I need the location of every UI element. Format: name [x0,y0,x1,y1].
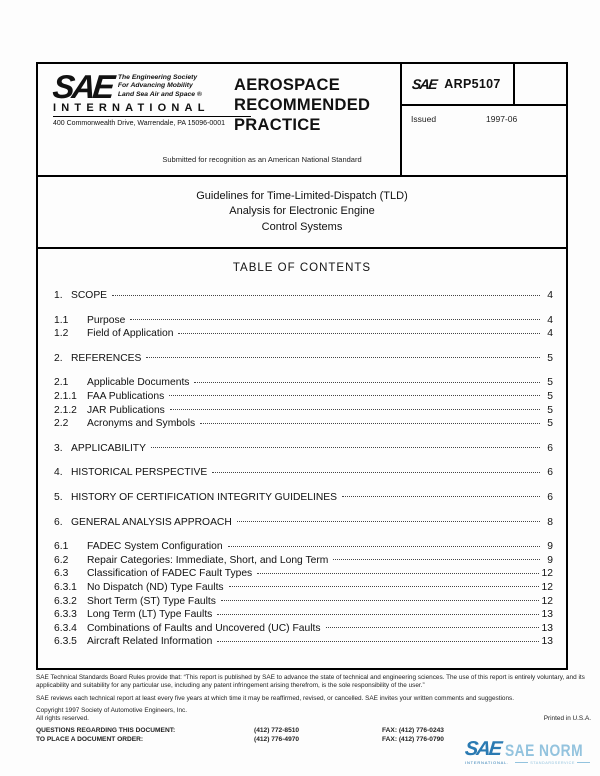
stamp-tagline-text: STANDARDSERVICE [530,760,575,765]
toc-entry-number: 5. [54,491,63,503]
toc-entry [54,289,553,303]
toc-entry-page: 8 [547,516,553,528]
toc-entry-title: FADEC System Configuration [87,541,223,553]
toc-entry-page: 5 [547,390,553,402]
toc-entry-page: 5 [547,418,553,430]
sae-norm-stamp [463,738,590,765]
toc-entry [54,417,553,431]
toc-entry-title: No Dispatch (ND) Type Faults [87,581,224,593]
stamp-norm-text: SAE NORM [505,741,584,760]
document-title [38,177,566,249]
toc-entry-page: 9 [547,541,553,553]
toc-entry-page: 12 [541,568,553,580]
international-label: INTERNATIONAL [53,102,251,117]
toc-entry [54,376,553,390]
toc-entry-number: 2.2 [54,418,69,430]
toc-entry-page: 6 [547,467,553,479]
toc-dot-leader [194,382,540,383]
toc-entry [54,390,553,404]
stamp-rule-right [577,762,590,763]
toc-entry-number: 2. [54,352,63,364]
toc-entry-page: 12 [541,595,553,607]
toc-dot-leader [169,395,540,396]
toc-entry-title: GENERAL ANALYSIS APPROACH [71,516,232,528]
toc-entry-page: 5 [547,377,553,389]
toc-entry-title: JAR Publications [87,404,165,416]
toc-entry [54,491,553,505]
toc-entry [54,540,553,554]
toc-entry-title: Purpose [87,314,126,326]
toc-entry-page: 13 [541,609,553,621]
toc-entry-number: 1.1 [54,314,69,326]
toc-entry [54,635,553,649]
toc-entry-number: 6.1 [54,541,69,553]
sae-mark-small: SAE [411,76,438,92]
toc-entry-number: 4. [54,467,63,479]
toc-entry-title: HISTORICAL PERSPECTIVE [71,467,208,479]
toc-heading: TABLE OF CONTENTS [232,262,372,274]
toc-entry-page: 5 [547,404,553,416]
toc-dot-leader [112,295,540,296]
toc-entry-title: FAA Publications [87,390,165,402]
toc-entry-number: 6.3.2 [54,595,77,607]
toc-entry [54,466,553,480]
stamp-bottom [465,760,590,765]
header-left-cell [38,64,400,175]
toc-entry-page: 5 [547,352,553,364]
copyright-line-1: Copyright 1997 Society of Automotive Engineers, Inc. [36,706,187,714]
toc-dot-leader [228,546,540,547]
toc-entry-number: 3. [54,442,63,454]
toc-entry-number: 1.2 [54,328,69,340]
doc-type-line: PRACTICE [234,116,321,135]
toc-entry-page: 13 [541,636,553,648]
document-header [38,64,566,177]
sae-logo-top [51,68,255,105]
toc-dot-leader [130,319,540,320]
toc-entry [54,567,553,581]
logo-tagline-line: For Advancing Mobility [117,82,193,90]
toc-entry-title: Classification of FADEC Fault Types [87,568,253,580]
toc-entry [54,554,553,568]
toc-entry-page: 4 [547,328,553,340]
toc-entry [54,314,553,328]
doc-type-line: AEROSPACE [234,76,340,94]
toc-entry-page: 6 [547,491,553,503]
toc-entry-page: 9 [547,554,553,566]
doc-number-cell [402,64,515,104]
toc-dot-leader [217,614,538,615]
toc-dot-leader [212,472,540,473]
submitted-note: Submitted for recognition as an American National Standard [162,155,362,164]
toc-entry-number: 2.1 [54,377,69,389]
contact-label: QUESTIONS REGARDING THIS DOCUMENT: [36,726,176,734]
toc-entry-title: Applicable Documents [87,377,190,389]
toc-entry [54,352,553,366]
contact-fax: FAX: (412) 776-0790 [382,735,444,743]
toc-entry-title: Aircraft Related Information [87,636,213,648]
doc-type-heading [234,75,370,135]
toc-entry [54,327,553,341]
toc-entry-title: SCOPE [71,290,108,301]
printed-note: Printed in U.S.A. [543,715,591,723]
logo-tagline-line: The Engineering Society [117,74,198,81]
document-title-line: Analysis for Electronic Engine [229,205,375,218]
toc-dot-leader [257,573,538,574]
contact-fax: FAX: (412) 776-0243 [382,726,444,734]
logo-tagline-line: Land Sea Air and Space ® [117,90,202,98]
toc-entry-title: Long Term (LT) Type Faults [87,609,213,621]
contact-row [36,727,593,736]
document-footer [36,674,593,744]
document-border [36,62,568,670]
doc-number-row [402,64,566,106]
stamp-sae-logo: SAE [463,738,502,760]
toc-entry-page: 12 [541,581,553,593]
toc-dot-leader [217,641,538,642]
toc-dot-leader [342,496,540,497]
toc-entry [54,442,553,456]
address-line: 400 Commonwealth Drive, Warrendale, PA 15096-0001 [53,119,225,127]
doc-number-box [400,64,566,175]
stamp-top [463,738,590,760]
toc-entry-title: APPLICABILITY [71,442,146,454]
issued-row [402,106,566,175]
toc-entry-title: Repair Categories: Immediate, Short, and Long Term [87,554,329,566]
sae-logo-mark: SAE [51,68,114,105]
toc-entry [54,404,553,418]
doc-number-empty-cell [515,64,566,104]
toc-entry [54,516,553,530]
toc-dot-leader [200,423,540,424]
toc-dot-leader [170,409,540,410]
document-title-line: Control Systems [261,220,343,233]
toc-entry [54,608,553,622]
toc-entry-title: Combinations of Faults and Uncovered (UC) Faults [87,622,321,634]
copyright-line-2: All rights reserved. [36,715,89,723]
toc-dot-leader [146,357,540,358]
toc-entry-number: 2.1.1 [54,390,77,402]
sae-logo [51,68,255,127]
toc-entry-title: Acronyms and Symbols [87,418,196,430]
stamp-rule-left [515,762,528,763]
toc-dot-leader [326,627,539,628]
toc-dot-leader [229,586,539,587]
toc-dot-leader [333,559,540,560]
toc-entry-title: REFERENCES [71,352,142,364]
toc-entry-page: 4 [547,290,553,301]
toc-entry-page: 6 [547,442,553,454]
toc-entry-number: 6.3.4 [54,622,77,634]
toc-dot-leader [221,600,539,601]
toc-entry-number: 1. [54,290,63,301]
toc-entry-number: 6.3 [54,568,69,580]
contact-phone: (412) 776-4970 [254,735,300,743]
toc-entry-title: Short Term (ST) Type Faults [87,595,216,607]
contact-phone: (412) 772-8510 [254,726,300,734]
issued-date: 1997-06 [486,114,518,124]
footer-legal-2: SAE reviews each technical report at least every five years at which time it may be reaffirmed, revised, or cancelled. SAE invites your written comments and suggestions. [36,694,514,702]
toc-dot-leader [237,521,540,522]
copyright-block [36,707,593,724]
logo-tagline [118,71,202,99]
stamp-tagline [515,761,590,765]
document-title-line: Guidelines for Time-Limited-Dispatch (TLD) [196,189,408,202]
toc-dot-leader [178,333,540,334]
toc-list [54,289,553,649]
toc-entry-number: 6.3.1 [54,581,77,593]
toc-entry-number: 6.3.3 [54,609,77,621]
stamp-international: INTERNATIONAL. [465,760,510,765]
issued-label: Issued [411,114,437,124]
footer-legal-1: SAE Technical Standards Board Rules provide that: “This report is published by SAE to advance the state of technical and engineering sciences. The use of this report is entirely voluntary, and its applicability and suitability for any particular use, including any patent infringement arising therefrom, is the sole responsibility of the user.” [36,674,585,690]
doc-type-line: RECOMMENDED [234,96,371,115]
toc-entry-number: 6. [54,516,63,528]
toc-dot-leader [151,447,540,448]
toc-entry-page: 4 [547,314,553,326]
toc-entry-title: Field of Application [87,328,174,340]
toc-entry-number: 6.3.5 [54,636,77,648]
doc-number: ARP5107 [444,77,501,91]
toc-entry-number: 2.1.2 [54,404,77,416]
toc-entry-page: 13 [541,622,553,634]
toc-entry-title: HISTORY OF CERTIFICATION INTEGRITY GUIDELINES [71,491,338,503]
toc-entry-number: 6.2 [54,554,69,566]
toc-entry [54,581,553,595]
toc-entry [54,622,553,636]
toc-entry [54,595,553,609]
contact-label: TO PLACE A DOCUMENT ORDER: [36,735,144,743]
